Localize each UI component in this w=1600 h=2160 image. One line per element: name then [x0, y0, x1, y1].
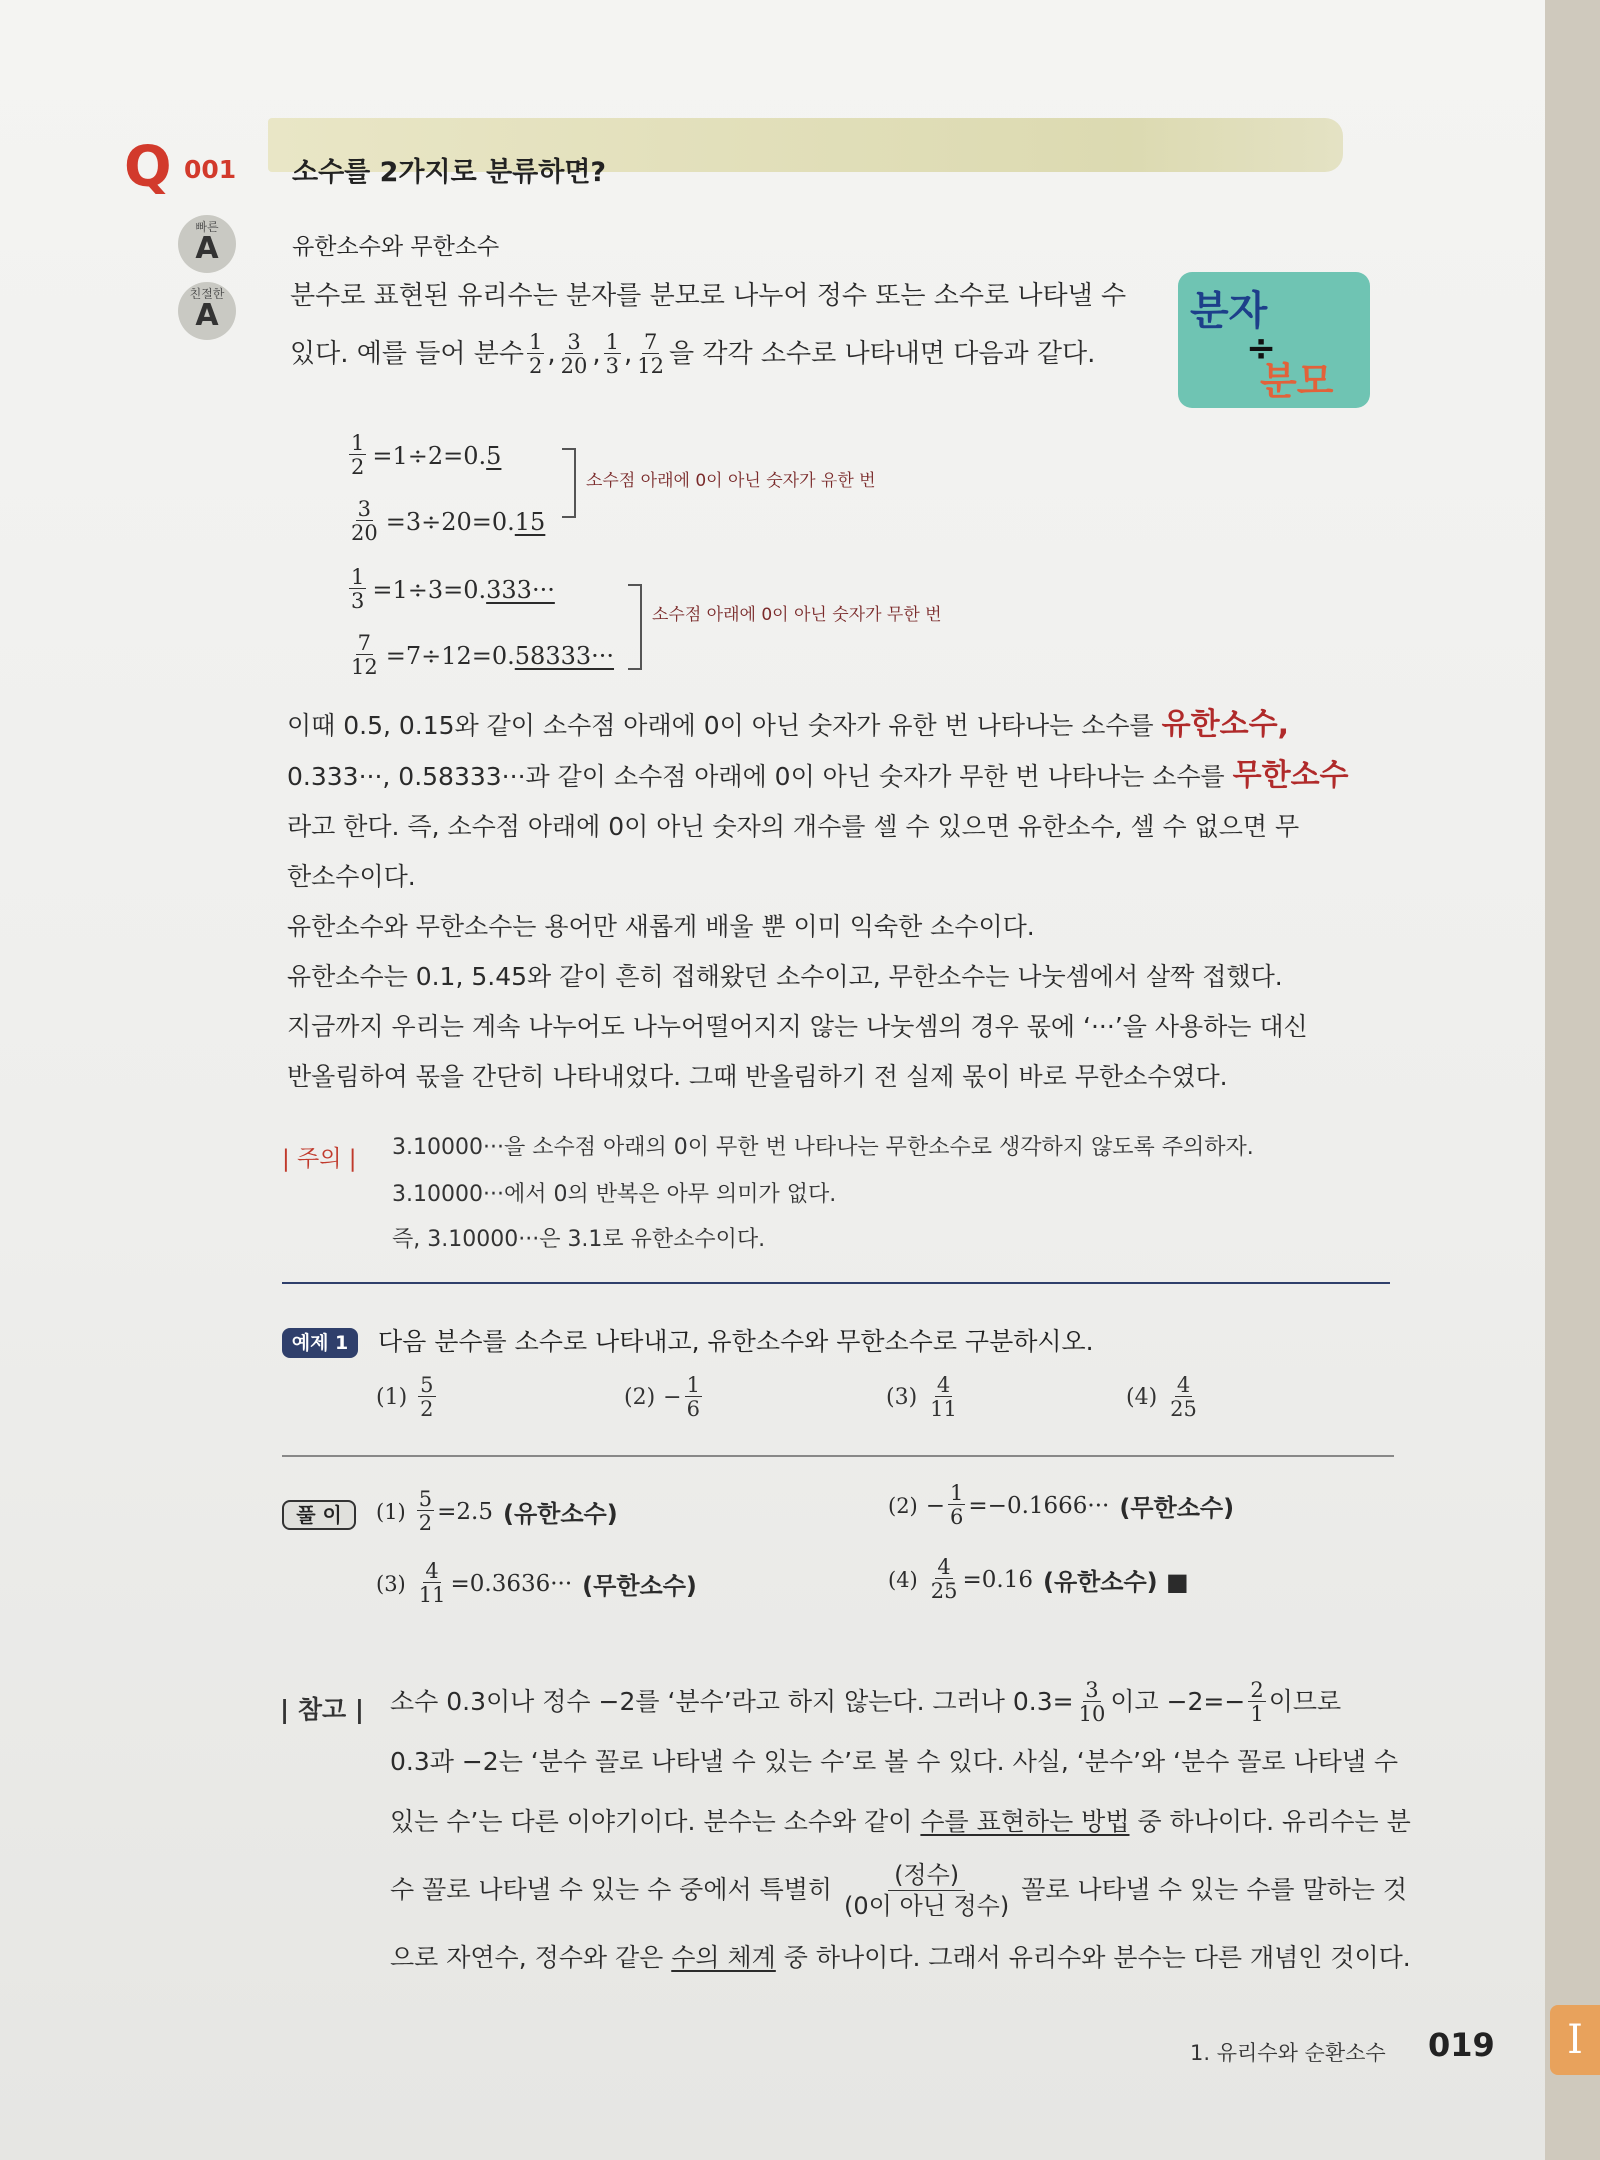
fraction: [948, 1482, 965, 1529]
denominator: 3: [351, 589, 365, 613]
item-label: (3): [376, 1571, 406, 1596]
denominator: 2: [418, 1511, 433, 1535]
illustration-bottom-word: 분모: [1260, 359, 1334, 403]
reference-line: [390, 1928, 1430, 1988]
equation-expression: =1÷2=0.: [372, 441, 487, 470]
fraction: [685, 1374, 702, 1421]
numerator: 5: [420, 1373, 434, 1397]
fraction: [559, 331, 590, 378]
explanation-line: 유한소수와 무한소수는 용어만 새롭게 배울 뿐 이미 익숙한 소수이다.: [287, 912, 1035, 941]
numerator: 3: [357, 497, 372, 521]
explanation-text: 이때 0.5, 0.15와 같이 소수점 아래에 0이 아닌 숫자가 유한 번 나타나는 소수를: [287, 711, 1154, 740]
solution-item: [376, 1488, 618, 1535]
item-label: (4): [1126, 1385, 1158, 1410]
reference-text: 있는 수’는 다른 이야기이다. 분수는 소수와 같이: [390, 1807, 913, 1836]
numerator: 3: [567, 329, 581, 354]
finite-bracket-note: 소수점 아래에 0이 아닌 숫자가 유한 번: [586, 471, 876, 491]
solution-result: =−0.1666···: [968, 1492, 1110, 1519]
example-item: [624, 1374, 705, 1421]
fraction: [1248, 1679, 1265, 1726]
equation-expression: =7÷12=0.: [385, 641, 515, 670]
denominator: (0이 아닌 정수): [844, 1891, 1010, 1920]
badge-letter: A: [195, 298, 219, 333]
fraction: [929, 1556, 960, 1603]
reference-text: 이고 −2=−: [1110, 1687, 1246, 1716]
question-title: 소수를 2가지로 분류하면?: [292, 157, 607, 188]
example-item: [1126, 1374, 1202, 1421]
reference-underlined: 수를 표현하는 방법: [920, 1807, 1130, 1836]
numerator: 1: [686, 1373, 700, 1397]
solution-result: =0.16: [962, 1566, 1033, 1593]
equation-expression: =1÷3=0.: [372, 575, 487, 604]
item-label: (1): [376, 1499, 406, 1524]
numerator: 1: [351, 431, 365, 455]
kind-answer-badge: [178, 282, 236, 340]
denominator: 1: [1250, 1701, 1264, 1726]
fraction: [349, 566, 366, 613]
reference-text: 소수 0.3이나 정수 −2를 ‘분수’라고 하지 않는다. 그러나 0.3=: [390, 1687, 1074, 1716]
solution-tag: (유한소수): [502, 1500, 618, 1528]
solution-item: [888, 1556, 1189, 1603]
fraction: [418, 1374, 435, 1421]
numerator: 5: [418, 1487, 433, 1511]
item-label: (2): [888, 1493, 918, 1518]
denominator: 2: [351, 455, 365, 479]
example-badge: 예제 1: [282, 1328, 358, 1358]
term-infinite-decimal: 무한소수: [1232, 758, 1349, 793]
denominator: 25: [1170, 1397, 1197, 1421]
fraction: [635, 331, 666, 378]
quick-answer-badge: [178, 215, 236, 273]
reference-text: 이므로: [1268, 1687, 1342, 1716]
chapter-title: 1. 유리수와 순환소수: [1190, 2041, 1386, 2065]
fraction: [417, 1488, 434, 1535]
reference-text: 중 하나이다. 그래서 유리수와 분수는 다른 개념인 것이다.: [783, 1943, 1411, 1972]
caution-line: 즉, 3.10000···은 3.1로 유한소수이다.: [392, 1227, 766, 1252]
example-question: 다음 분수를 소수로 나타내고, 유한소수와 무한소수로 구분하시오.: [378, 1327, 1094, 1356]
denominator: 12: [351, 655, 378, 679]
fraction: [349, 632, 380, 679]
reference-line: [390, 1792, 1430, 1852]
denominator: 20: [560, 353, 588, 378]
numerator: (정수): [888, 1860, 965, 1891]
reference-text: 중 하나이다. 유리수는 분: [1137, 1807, 1411, 1836]
fraction: [1168, 1374, 1199, 1421]
fraction: [527, 331, 544, 378]
explanation-text: 0.333···, 0.58333···과 같이 소수점 아래에 0이 아닌 숫자가 무한 번 나타나는 소수를: [287, 762, 1225, 791]
denominator: 2: [420, 1397, 434, 1421]
reference-line: 0.3과 −2는 ‘분수 꼴로 나타낼 수 있는 수’로 볼 수 있다. 사실, ‘분수’와 ‘분수 꼴로 나타낼 수: [390, 1747, 1399, 1776]
fraction: [349, 432, 366, 479]
caution-label: | 주의 |: [282, 1146, 357, 1172]
fraction: [604, 331, 621, 378]
intro-line-2-post: 을 각각 소수로 나타내면 다음과 같다.: [669, 339, 1096, 369]
reference-text: 으로 자연수, 정수와 같은: [390, 1943, 664, 1972]
section-divider: [282, 1282, 1390, 1284]
equation-decimal-digits: 333···: [486, 575, 555, 604]
denominator: 20: [351, 521, 378, 545]
numerator: 1: [351, 565, 365, 589]
denominator: 11: [930, 1397, 957, 1421]
solution-item: [888, 1482, 1234, 1529]
equation-decimal-digits: 15: [514, 507, 546, 536]
example-equation: [346, 632, 614, 679]
numerator: 2: [1250, 1677, 1264, 1702]
reference-text: 수 꼴로 나타낼 수 있는 수 중에서 특별히: [390, 1875, 833, 1904]
finite-bracket: [562, 448, 576, 518]
intro-line-1: 분수로 표현된 유리수는 분자를 분모로 나누어 정수 또는 소수로 나타낼 수: [290, 281, 1127, 311]
numerator: 1: [529, 329, 543, 354]
explanation-line: [287, 700, 1407, 751]
equation-expression: =3÷20=0.: [385, 507, 515, 536]
example-equation: [346, 498, 545, 545]
numerator: 1: [605, 329, 620, 354]
reference-underlined: 수의 체계: [671, 1943, 776, 1972]
fraction: [838, 1860, 1015, 1921]
solution-badge: 풀 이: [282, 1500, 356, 1530]
denominator: 2: [529, 353, 543, 378]
equation-decimal-digits: 58333···: [514, 641, 615, 670]
item-label: (1): [376, 1385, 408, 1410]
explanation-line: 라고 한다. 즉, 소수점 아래에 0이 아닌 숫자의 개수를 셀 수 있으면 유한소수, 셀 수 없으면 무: [287, 812, 1300, 841]
caution-line: 3.10000···에서 0의 반복은 아무 의미가 없다.: [392, 1182, 837, 1207]
example-item: [376, 1374, 439, 1421]
solution-result: =2.5: [437, 1498, 493, 1525]
denominator: 6: [686, 1397, 700, 1421]
solution-tag: (무한소수): [1119, 1494, 1235, 1522]
illustration-top-word: 분자: [1190, 288, 1268, 334]
denominator: 11: [418, 1583, 446, 1607]
denominator: 3: [605, 353, 620, 378]
item-label: (4): [888, 1567, 918, 1592]
explanation-line: 지금까지 우리는 계속 나누어도 나누어떨어지지 않는 나눗셈의 경우 몫에 ‘···’을 사용하는 대신: [287, 1012, 1308, 1041]
minus-sign: −: [925, 1492, 946, 1519]
example-item: [886, 1374, 962, 1421]
intro-line-2-pre: 있다. 예를 들어 분수: [290, 339, 524, 369]
item-label: (2): [624, 1385, 656, 1410]
question-letter: Q: [124, 135, 172, 200]
denominator: 25: [930, 1579, 958, 1603]
reference-text: 꼴로 나타낼 수 있는 수를 말하는 것: [1021, 1875, 1408, 1904]
badge-letter: A: [195, 231, 219, 266]
example-equation: [346, 566, 555, 613]
fraction: [1077, 1679, 1108, 1726]
numerator: 1: [950, 1481, 964, 1505]
minus-sign: −: [663, 1385, 682, 1410]
explanation-paragraph: [287, 700, 1407, 1102]
infinite-bracket-note: 소수점 아래에 0이 아닌 숫자가 무한 번: [652, 605, 942, 625]
numerator: 7: [357, 631, 372, 655]
intro-line-2: 있다. 예를 들어 분수 $\frac{1}{2}$ , $\frac{3}{20}$ , $\frac{1}{3}$ , $\frac{7}{12}$ 을 각각 소수로 나타내면 다음과 같다.: [290, 324, 1170, 384]
numerator: 3: [1085, 1677, 1099, 1702]
numerator: 4: [936, 1373, 951, 1397]
explanation-line: 한소수이다.: [287, 862, 416, 891]
example-equation: [346, 432, 501, 479]
numerator: 7: [643, 329, 658, 354]
solution-result: =0.3636···: [450, 1570, 573, 1597]
page-edge: [1545, 0, 1600, 2160]
intro-paragraph: [290, 268, 1170, 384]
denominator: 10: [1078, 1701, 1106, 1726]
fraction-illustration: [1176, 268, 1374, 412]
explanation-line: [287, 751, 1407, 802]
fraction: [417, 1560, 448, 1607]
solution-tag: (유한소수) ■: [1042, 1568, 1189, 1596]
explanation-line: 반올림하여 몫을 간단히 나타내었다. 그때 반올림하기 전 실제 몫이 바로 무한소수였다.: [287, 1062, 1228, 1091]
fraction: [928, 1374, 959, 1421]
badge-caption: 친절한: [189, 287, 225, 301]
reference-line: [390, 1672, 1430, 1732]
fraction: [349, 498, 380, 545]
item-label: (3): [886, 1385, 918, 1410]
denominator: 12: [637, 353, 665, 378]
numerator: 4: [425, 1559, 439, 1583]
numerator: 4: [937, 1555, 951, 1579]
reference-paragraph: [390, 1672, 1430, 1988]
example-divider: [282, 1455, 1394, 1457]
caution-line: 3.10000···을 소수점 아래의 0이 무한 번 나타나는 무한소수로 생각하지 않도록 주의하자.: [392, 1135, 1254, 1160]
chapter-tab: I: [1550, 2005, 1600, 2075]
explanation-line: 유한소수는 0.1, 5.45와 같이 흔히 접해왔던 소수이고, 무한소수는 나눗셈에서 살짝 접했다.: [287, 962, 1283, 991]
solution-tag: (무한소수): [582, 1572, 697, 1600]
reference-label: | 참고 |: [280, 1695, 364, 1724]
solution-item: [376, 1560, 697, 1607]
divide-icon: ÷: [1246, 328, 1277, 369]
denominator: 6: [950, 1505, 964, 1529]
question-number: 001: [184, 155, 237, 184]
term-finite-decimal: 유한소수,: [1161, 707, 1289, 742]
numerator: 4: [1176, 1373, 1191, 1397]
equation-decimal-digits: 5: [486, 441, 502, 470]
page-number: 019: [1428, 2026, 1495, 2064]
badge-caption: 빠른: [195, 220, 219, 234]
reference-line: [390, 1852, 1430, 1928]
quick-answer-text: 유한소수와 무한소수: [292, 234, 500, 260]
infinite-bracket: [628, 584, 642, 670]
